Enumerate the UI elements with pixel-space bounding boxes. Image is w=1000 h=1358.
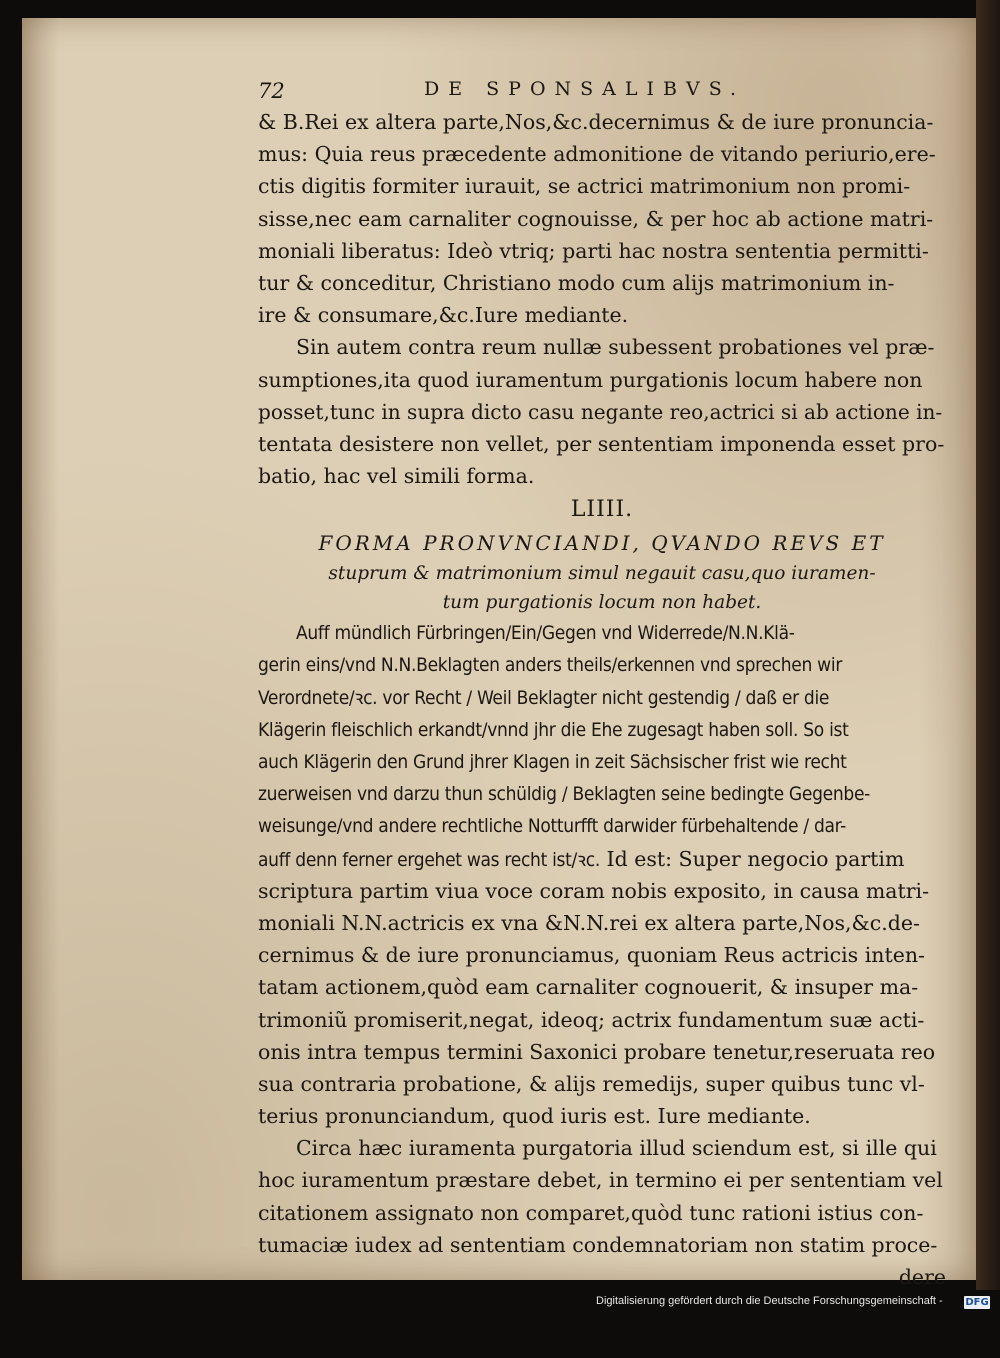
catchword-line <box>258 1261 946 1293</box>
latin-paragraph <box>258 875 946 1133</box>
text-line: gerin eins/vnd N.N.Beklagten anders theils/erkennen vnd sprechen wir <box>258 654 843 677</box>
section-title <box>258 528 946 617</box>
running-title: DE SPONSALIBVS. <box>424 78 746 100</box>
dfg-logo: DFG <box>965 1297 989 1308</box>
text-line: terius pronunciandum, quod iuris est. Iure mediante. <box>258 1104 811 1129</box>
text-line: posset,tunc in supra dicto casu negante reo,actrici si ab actione in- <box>258 399 943 424</box>
text-line: batio, hac vel simili forma. <box>258 464 535 489</box>
text-line: & B.Rei ex altera parte,Nos,&c.decernimus & de iure pronuncia- <box>258 110 934 134</box>
funding-notice: Digitalisierung gefördert durch die Deutsche Forschungsgemeinschaft - <box>596 1295 943 1307</box>
text-line: Verordnete/ꝛc. vor Recht / Weil Beklagter nicht gestendig / daß er die <box>258 686 830 709</box>
section-number: LIIII. <box>570 497 634 523</box>
page-number: 72 <box>258 79 285 103</box>
latin-text: Id est: Super negocio partim <box>599 846 905 871</box>
text-line: tatam actionem,quòd eam carnaliter cognouerit, & insuper ma- <box>258 975 919 1000</box>
text-line: ire & consumare,&c.Iure mediante. <box>258 303 629 328</box>
text-line: weisunge/vnd andere rechtliche Notturfft darwider fürbehaltende / dar- <box>258 815 847 838</box>
text-line: Circa hæc iuramenta purgatoria illud sciendum est, si ille qui <box>296 1136 937 1161</box>
section-title-line: tum purgationis locum non habet. <box>442 592 762 614</box>
text-line: hoc iuramentum præstare debet, in termino ei per sententiam vel <box>258 1168 943 1193</box>
german-paragraph <box>258 617 946 842</box>
text-line: zuerweisen vnd darzu thun schüldig / Beklagten seine bedingte Gegenbe- <box>258 783 871 806</box>
page-header <box>258 76 946 106</box>
text-line: cernimus & de iure pronunciamus, quoniam Reus actricis inten- <box>258 943 925 968</box>
text-line: sua contraria probatione, & alijs remedijs, super quibus tunc vl- <box>258 1071 925 1096</box>
text-line: mus: Quia reus præcedente admonitione de vitando periurio,ere- <box>258 142 936 167</box>
text-line: tentata desistere non vellet, per sententiam imponenda esset pro- <box>258 431 945 456</box>
text-line: tur & conceditur, Christiano modo cum alijs matrimonium in- <box>258 270 895 295</box>
text-line: ctis digitis formiter iurauit, se actrici matrimonium non promi- <box>258 174 911 199</box>
book-spine <box>976 0 1000 1290</box>
section-title-line: FORMA PRONVNCIANDI, QVANDO REVS ET <box>318 531 886 556</box>
german-text: auff denn ferner ergehet was recht ist/ꝛc. <box>258 848 600 871</box>
text-line: sisse,nec eam carnaliter cognouisse, & per hoc ab actione matri- <box>258 206 934 231</box>
text-line: tumaciæ iudex ad sententiam condemnatoriam non statim proce- <box>258 1232 938 1257</box>
text-line: auch Klägerin den Grund jhrer Klagen in zeit Sächsischer frist wie recht <box>258 751 847 773</box>
text-line: scriptura partim viua voce coram nobis exposito, in causa matri- <box>258 878 930 903</box>
paragraph-2 <box>258 331 946 492</box>
text-line: trimoniũ promiserit,negat, ideoq; actrix fundamentum suæ acti- <box>258 1007 925 1032</box>
final-paragraph <box>258 1132 946 1261</box>
text-line: Sin autem contra reum nullæ subessent probationes vel præ- <box>296 335 935 360</box>
text-line: citationem assignato non comparet,quòd tunc rationi istius con- <box>258 1200 924 1225</box>
page-text-block <box>258 76 946 1293</box>
text-line: onis intra tempus termini Saxonici probare tenetur,reseruata reo <box>258 1039 936 1064</box>
text-line: moniali N.N.actricis ex vna &N.N.rei ex altera parte,Nos,&c.de- <box>258 910 920 935</box>
paragraph-1 <box>258 106 946 331</box>
text-line: Klägerin fleischlich erkandt/vnnd jhr die Ehe zugesagt haben soll. So ist <box>258 718 849 741</box>
text-line: Auff mündlich Fürbringen/Ein/Gegen vnd Widerrede/N.N.Klä- <box>296 622 795 645</box>
text-line: moniali liberatus: Ideò vtriq; parti hac nostra sententia permitti- <box>258 238 929 263</box>
mixed-language-line <box>258 843 946 875</box>
section-title-line: stuprum & matrimonium simul negauit casu,quo iuramen- <box>328 563 876 585</box>
text-line: sumptiones,ita quod iuramentum purgationis locum habere non <box>258 367 923 392</box>
catchword: dere <box>898 1265 946 1289</box>
